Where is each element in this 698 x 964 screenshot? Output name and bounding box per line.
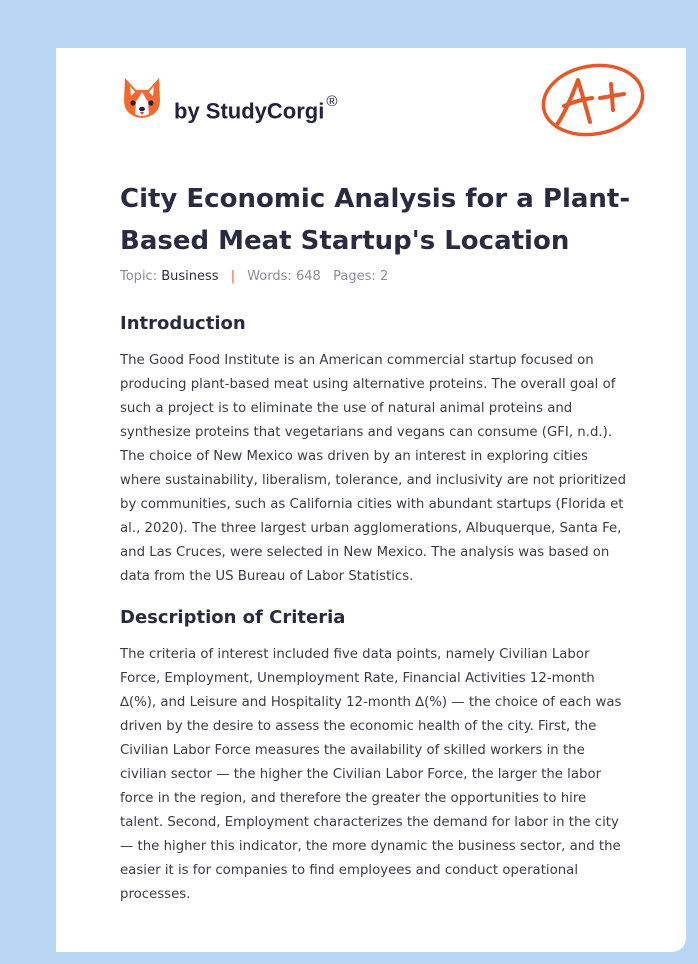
- topic-value[interactable]: Business: [161, 269, 219, 284]
- section-body-introduction: The Good Food Institute is an American commercial startup focused on producing plant-based meat using alternative proteins. The overall goal of such a project is to eliminate the use of natural animal proteins and synthesize proteins that vegetarians and vegans can consume (GFI, n.d.). The choice of New Mexico was driven by an interest in exploring cities where sustainability, liberalism, tolerance, and inclusivity are not prioritized by communities, such as California cities with abundant startups (Florida et al., 2020). The three largest urban agglomerations, Albuquerque, Santa Fe, and Las Cruces, were selected in New Mexico. The analysis was based on data from the US Bureau of Labor Statistics.: [120, 353, 627, 584]
- grade-a-plus-badge: [538, 60, 648, 140]
- topic-label: Topic:: [120, 269, 158, 284]
- document-page: [56, 48, 686, 952]
- studycorgi-logo[interactable]: [122, 76, 162, 120]
- section-body-criteria: The criteria of interest included five data points, namely Civilian Labor Force, Employment, Unemployment Rate, Financial Activities 12-month ∆(%), and Leisure and Hospitality 12-month ∆(%) — the choice of each was driven by the desire to assess the economic health of the city. First, the Civilian Labor Force measures the availability of skilled workers in the civilian sector — the higher the Civilian Labor Force, the larger the labor force in the region, and therefore the greater the opportunities to hire talent. Second, Employment characterizes the demand for labor in the city — the higher this indicator, the more dynamic the business sector, and the easier it is for companies to find employees and conduct operational processes.: [120, 647, 622, 902]
- pages-value: 2: [379, 269, 389, 284]
- section-heading-criteria: Description of Criteria: [120, 607, 346, 628]
- section-heading-introduction: Introduction: [120, 313, 246, 334]
- pages-label: Pages:: [333, 269, 376, 284]
- brand-name[interactable]: [174, 93, 338, 124]
- meta-separator: |: [230, 269, 236, 284]
- words-label: Words:: [247, 269, 292, 284]
- registered-mark: ®: [326, 93, 338, 110]
- document-meta: [120, 269, 388, 284]
- corgi-icon: [122, 76, 162, 120]
- words-value: 648: [295, 269, 321, 284]
- document-title: City Economic Analysis for a Plant-Based Meat Startup's Location: [120, 184, 631, 256]
- brand-text: by StudyCorgi: [174, 98, 325, 124]
